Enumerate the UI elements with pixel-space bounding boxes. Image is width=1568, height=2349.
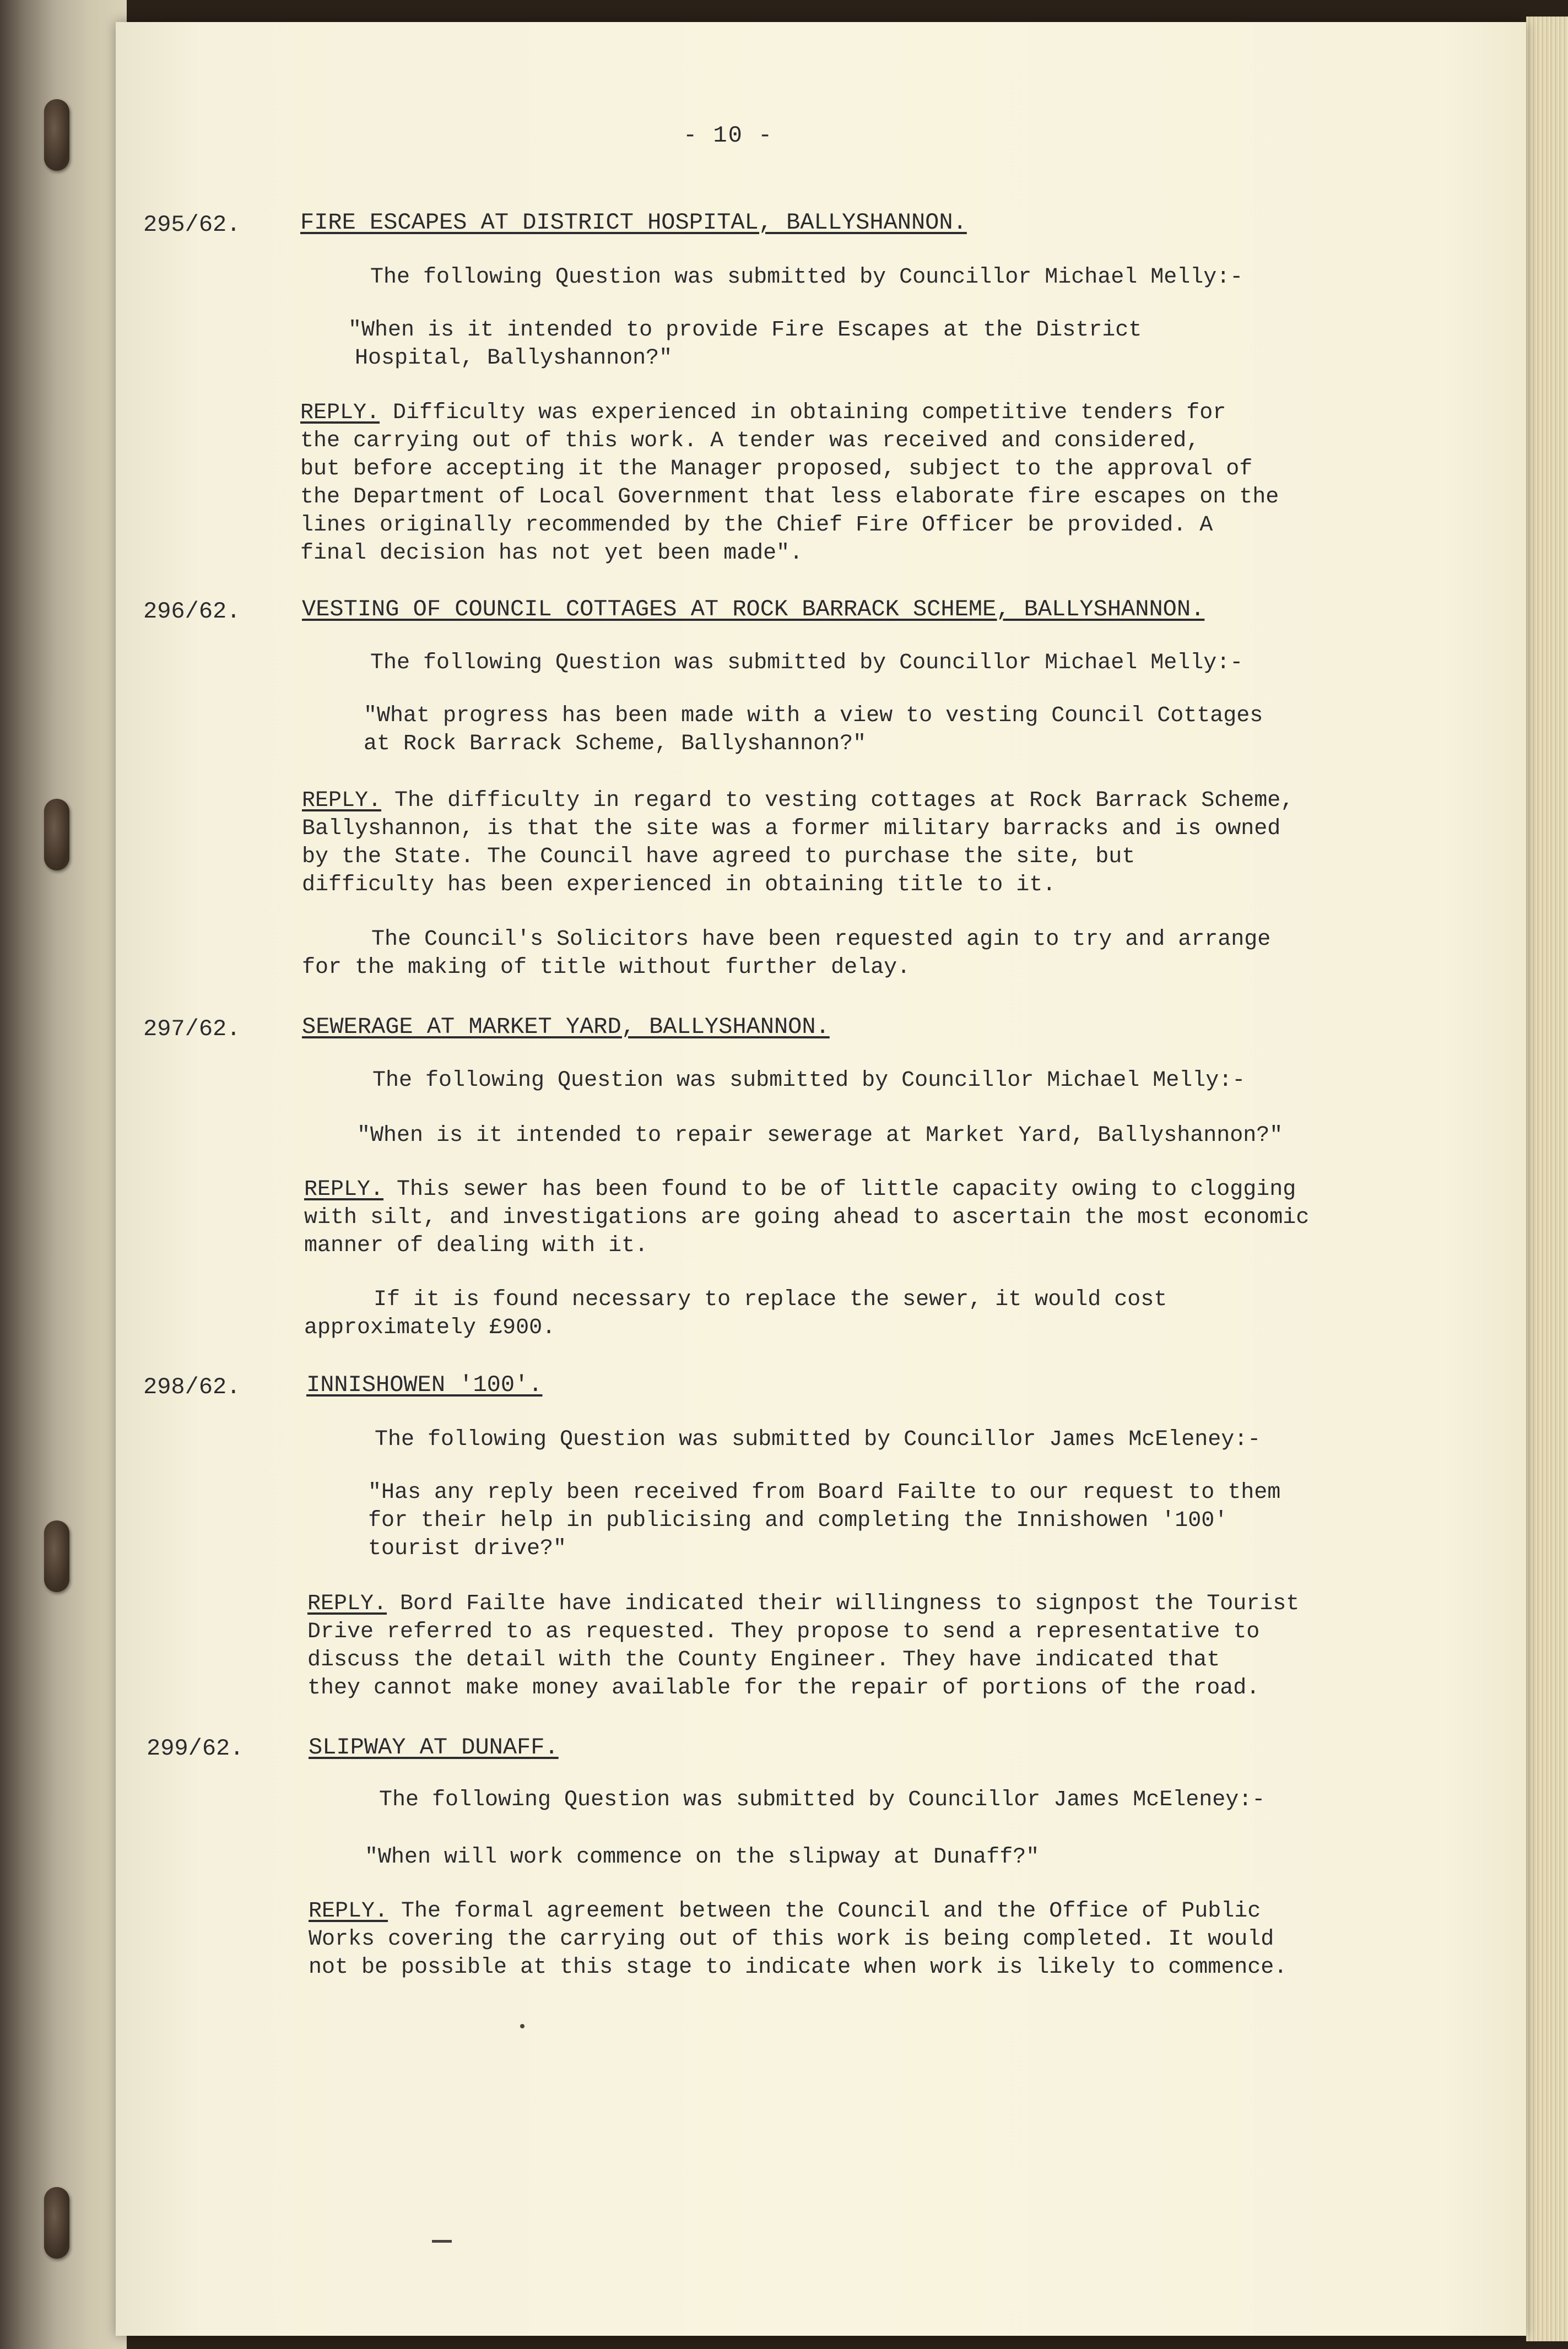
entry-number: 297/62. [143, 1016, 241, 1042]
reply-extra: If it is found necessary to replace the sewer, it would cost approximately £900. [304, 1287, 1167, 1340]
entry-heading: FIRE ESCAPES AT DISTRICT HOSPITAL, BALLYSHANNON. [300, 209, 967, 236]
reply-text: The difficulty in regard to vesting cottages at Rock Barrack Scheme, Ballyshannon, is that the site was a former military barracks and is owned by the State. The Council have agreed to purchase the site, but difficulty has been experienced in obtaining title to it. [302, 788, 1294, 897]
entry-number: 295/62. [143, 212, 241, 238]
reply-label: REPLY. [302, 788, 382, 813]
question-intro: The following Question was submitted by Councillor James McEleney:- [379, 1788, 1266, 1812]
question-intro: The following Question was submitted by Councillor Michael Melly:- [372, 1068, 1246, 1093]
entry-heading: SLIPWAY AT DUNAFF. [309, 1734, 559, 1761]
question-intro: The following Question was submitted by Councillor Michael Melly:- [370, 265, 1243, 290]
reply-text: Difficulty was experienced in obtaining competitive tenders for the carrying out of this work. A tender was received and considered, but before accepting it the Manager proposed, subject to the approval of the Department of Local Government that less elaborate fire escapes on the lines originally recommended by the Chief Fire Officer be provided. A final decision has not yet been made". [300, 400, 1279, 566]
question-text: "When is it intended to repair sewerage at Market Yard, Ballyshannon?" [357, 1123, 1283, 1148]
reply-text: Bord Failte have indicated their willingness to signpost the Tourist Drive referred to as requested. They propose to send a representative to discuss the detail with the County Engineer. They have indicated that they cannot make money available for the repair of portions of the road. [307, 1592, 1300, 1701]
page-number: - 10 - [683, 122, 774, 149]
reply-text: This sewer has been found to be of little capacity owing to clogging with silt, and investigations are going ahead to ascertain the most economic manner of dealing with it. [304, 1177, 1310, 1258]
ink-mark [432, 2240, 452, 2243]
reply-text: The formal agreement between the Council and the Office of Public Works covering the carrying out of this work is being completed. It would not be possible at this stage to indicate when work is likely to commence. [309, 1899, 1288, 1980]
reply-block [309, 1897, 1388, 1982]
question-text: "What progress has been made with a view to vesting Council Cottages at Rock Barrack Scheme, Ballyshannon?" [364, 703, 1263, 756]
binding-ring [44, 799, 69, 870]
binding-ring [44, 2187, 69, 2259]
question-intro: The following Question was submitted by Councillor Michael Melly:- [370, 651, 1243, 675]
entry-heading: VESTING OF COUNCIL COTTAGES AT ROCK BARRACK SCHEME, BALLYSHANNON. [302, 596, 1205, 623]
binding-ring [44, 99, 69, 171]
reply-label: REPLY. [307, 1592, 387, 1616]
binding-ring [44, 1520, 69, 1592]
question-text: "When will work commence on the slipway at Dunaff?" [365, 1845, 1040, 1870]
reply-label: REPLY. [304, 1177, 384, 1202]
reply-block [307, 1590, 1387, 1702]
ink-mark [520, 2024, 525, 2028]
page-edges [1526, 17, 1568, 2341]
question-intro: The following Question was submitted by Councillor James McEleney:- [375, 1427, 1261, 1452]
reply-block [304, 1176, 1384, 1260]
reply-block [302, 787, 1349, 899]
entry-heading: INNISHOWEN '100'. [306, 1372, 543, 1398]
entry-heading: SEWERAGE AT MARKET YARD, BALLYSHANNON. [302, 1014, 830, 1040]
question-text: "Has any reply been received from Board Failte to our request to them for their help in publicising and completing the Innishowen '100' tourist drive?" [368, 1480, 1281, 1561]
entry-number: 299/62. [147, 1735, 244, 1762]
reply-extra: The Council's Solicitors have been requested agin to try and arrange for the making of title without further delay. [302, 927, 1271, 980]
reply-label: REPLY. [300, 400, 380, 425]
entry-number: 298/62. [143, 1374, 241, 1400]
book-binding [0, 0, 127, 2349]
reply-block [300, 399, 1347, 567]
entry-number: 296/62. [143, 598, 241, 625]
question-text: "When is it intended to provide Fire Escapes at the District Hospital, Ballyshannon?" [348, 318, 1142, 371]
reply-label: REPLY. [309, 1899, 388, 1924]
